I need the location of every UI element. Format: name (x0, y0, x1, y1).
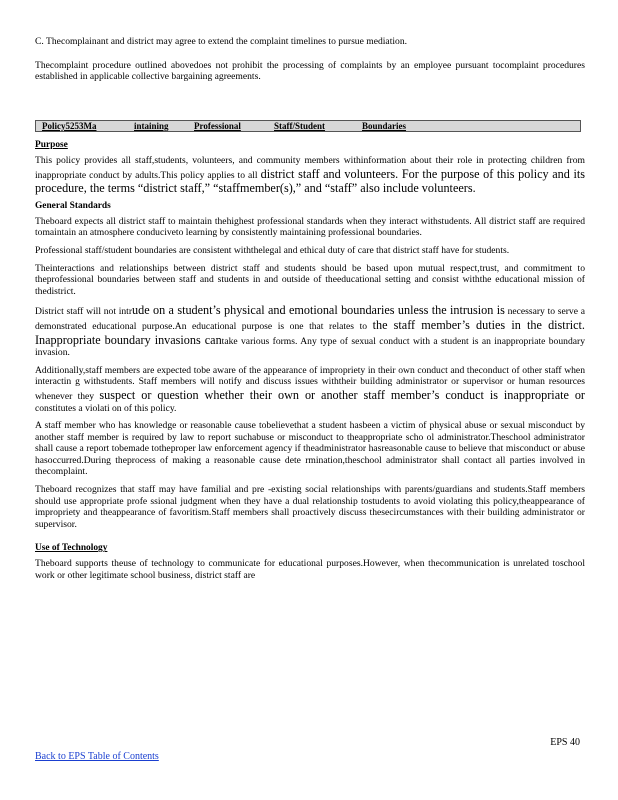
policy-title-word-4: Boundaries (362, 121, 407, 131)
para-c: C. Thecomplainant and district may agree to extend the complaint timelines to pursue mediation. (35, 36, 408, 47)
general-para-6: A staff member who has knowledge or reasonable cause tobelievethat a student hasbeen a victim of physical abuse or sexual misconduct by another staff member is required by law to report suchabuse or misconduct to theappropriate scho ol administrator.Theschool administrator shall cause a report tobemade totheproper law enforcement agency if theadministrator hasreasonable cause to believe that misconduct or abuse hasoccurred.During theprocess of making a reasonable cause dete rmination,theschool administrator shall contact all parties involved in thecomplaint. (35, 420, 585, 478)
technology-para-1: Theboard supports theuse of technology to communicate for educational purposes.However, when thecommunication is unrelated toschool work or other legitimate school business, district staff are (35, 558, 585, 582)
general-para-2: Professional staff/student boundaries are consistent withthelegal and ethical duty of care that district staff have for students. (35, 244, 510, 256)
purpose-heading: Purpose (35, 140, 68, 150)
policy-content (35, 139, 585, 582)
document-body (35, 36, 585, 83)
general-standards-heading: General Standards (35, 200, 111, 211)
policy-title-word-3: Staff/Student (274, 121, 326, 131)
back-to-table-of-contents-link[interactable]: Back to EPS Table of Contents (35, 751, 159, 762)
general-para-7: Theboard recognizes that staff may have familial and pre -existing social relationships with parents/guardians and students.Staff members should use appropriate profe ssional judgment when they have a dual relationship tostudents to avoid violating this policy,theappearance of impropriety and theappearance of favoritism.Staff members shall proactively discuss thesecircumstances with their building administrator or supervisor. (35, 484, 585, 530)
purpose-text: This policy provides all staff,students, volunteers, and community members withinformation about their role in protecting children from inappropriate conduct by adults.This policy applies to all district staff and volunteers. For the purpose of this policy and its procedure, the terms “district staff,” “staffmember(s),” and “staff” also include volunteers. (35, 155, 586, 196)
use-of-technology-heading: Use of Technology (35, 543, 108, 554)
general-para-3: Theinteractions and relationships between district staff and students should be based upon mutual respect,trust, and commitment to theprofessional boundaries between staff and students in and outside of theeducational setting and consist withthe educational mission of thedistrict. (35, 262, 585, 297)
general-para-4: District staff will not intrude on a student’s physical and emotional boundaries unless the intrusion is necessary to serve a demonstrated educational purpose.An educational purpose is one that relates to the staff member’s duties in the district. Inappropriate boundary invasions cantake various forms. Any type of sexual conduct with a student is an inappropriate boundary invasion. (35, 303, 585, 359)
policy-number: Policy5253Ma (42, 121, 97, 131)
para-complaint-procedure: Thecomplaint procedure outlined abovedoes not prohibit the processing of complaints by an employee pursuant tocomplaint procedures established in applicable collective bargaining agreements. (35, 59, 585, 83)
page-number: EPS 40 (550, 737, 580, 748)
general-para-1: Theboard expects all district staff to maintain thehighest professional standards when they interact withstudents. All district staff are required tomaintain an atmosphere conduciveto learning by consistently maintaining professional boundaries. (35, 215, 585, 239)
general-para-5: Additionally,staff members are expected tobe aware of the appearance of impropriety in their own conduct and theconduct of other staff when interactin g withstudents. Staff members will notify and discuss issues withtheir building administrator or supervisor or human resources whenever they suspect or question whether their own or another staff member’s conduct is inappropriate or constitutes a violati on of this policy. (35, 364, 585, 414)
policy-title-word-1: intaining (134, 121, 169, 131)
policy-title-word-2: Professional (194, 121, 241, 131)
policy-title-bar (35, 120, 581, 132)
